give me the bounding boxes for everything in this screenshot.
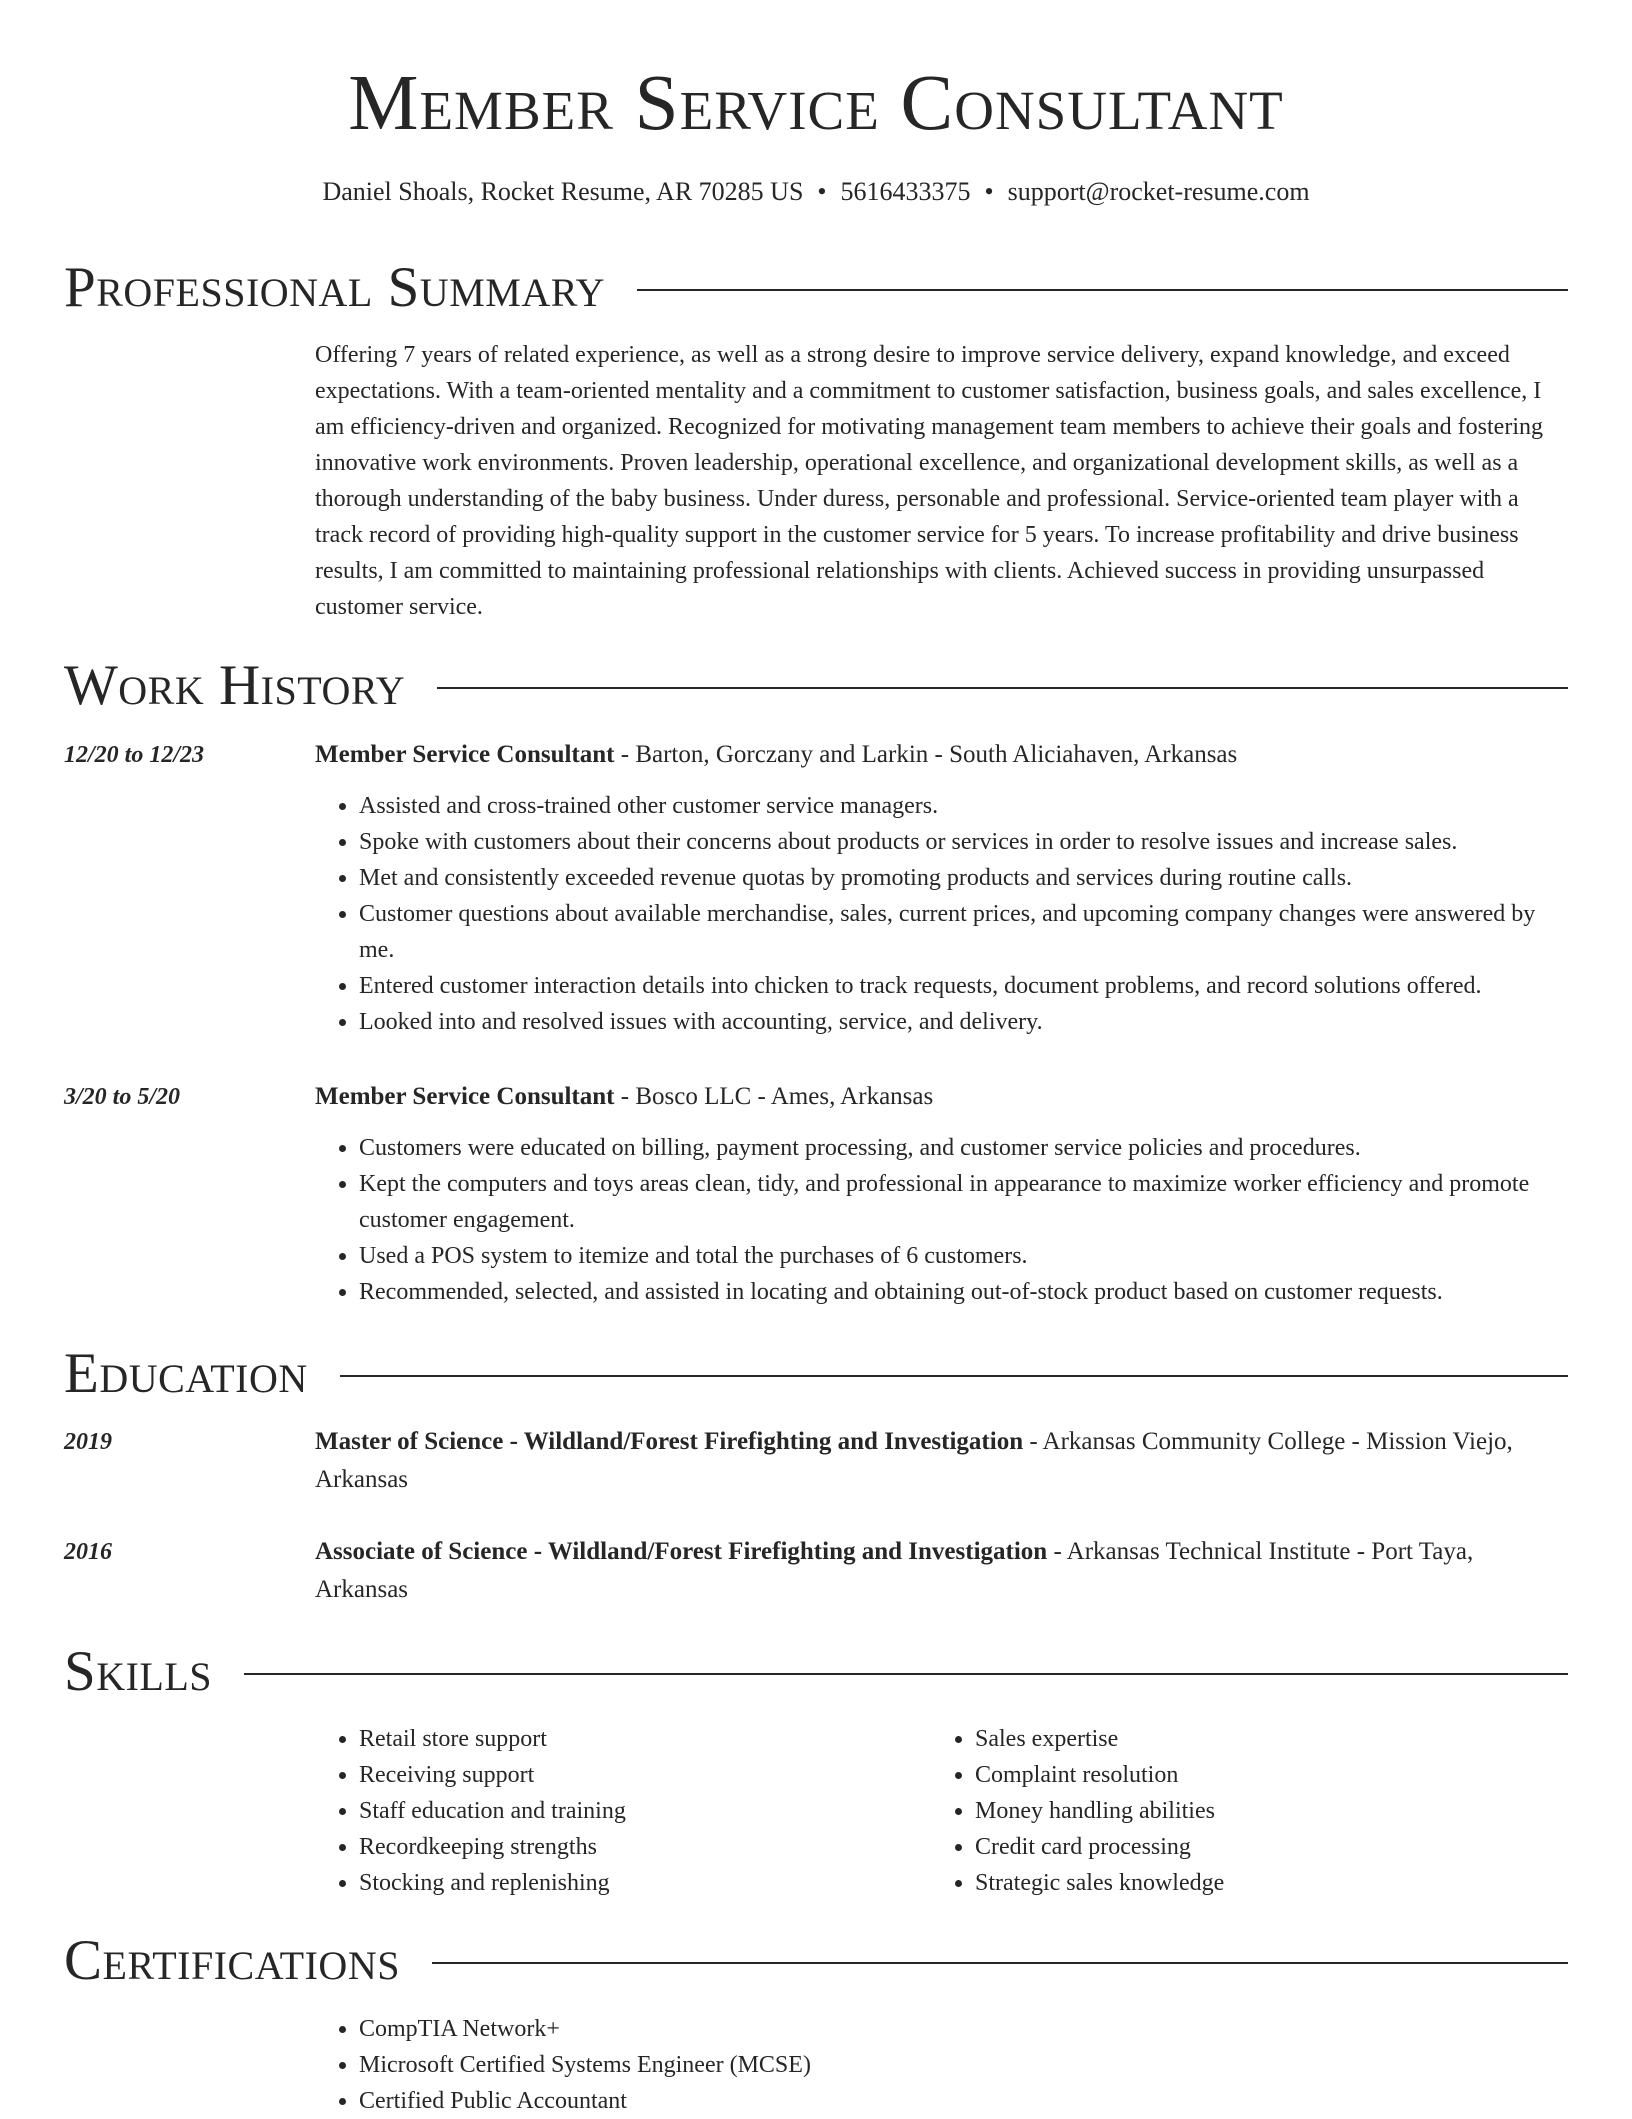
job-heading [315, 1078, 1568, 1116]
job-content [315, 1078, 1568, 1310]
skill-item: • Credit card processing [975, 1829, 1547, 1865]
education-school: - Arkansas Technical Institute - Port Taya, Arkansas [315, 1538, 1474, 1603]
section-divider [637, 289, 1568, 291]
job-details: - Barton, Gorczany and Larkin - South Aliciahaven, Arkansas [614, 741, 1238, 768]
skills-list [315, 1721, 1570, 1901]
contact-email: support@rocket-resume.com [1007, 177, 1310, 206]
education-degree: Associate of Science - Wildland/Forest Firefighting and Investigation [315, 1538, 1048, 1565]
job-title: Member Service Consultant [315, 1083, 615, 1110]
skill-item: • Receiving support [359, 1757, 931, 1793]
contact-separator: • [817, 177, 827, 206]
section-divider [437, 687, 1568, 689]
section-heading-summary [64, 253, 1568, 323]
job-bullet: • Used a POS system to itemize and total the purchases of 6 customers. [359, 1238, 1568, 1274]
section-title: Skills [64, 1640, 213, 1703]
section-title: Professional Summary [64, 256, 606, 319]
education-line [315, 1533, 1568, 1609]
section-heading-education [64, 1339, 1568, 1409]
section-divider [432, 1962, 1568, 1964]
certifications-list [315, 2011, 1570, 2119]
contact-separator: • [984, 177, 994, 206]
section-heading-certifications [64, 1926, 1568, 1996]
skill-item: • Sales expertise [975, 1721, 1547, 1757]
job-dates: 12/20 to 12/23 [64, 742, 205, 768]
education-degree: Master of Science - Wildland/Forest Firefighting and Investigation [315, 1428, 1024, 1455]
job-bullet: • Customers were educated on billing, payment processing, and customer service policies and procedures. [359, 1130, 1568, 1166]
resume-title: Member Service Consultant [348, 60, 1284, 147]
certifications-bullets [315, 2011, 1570, 2119]
education-year: 2019 [64, 1429, 112, 1455]
skill-item: • Staff education and training [359, 1793, 931, 1829]
skill-item: • Recordkeeping strengths [359, 1829, 931, 1865]
section-title: Education [64, 1342, 308, 1405]
education-line [315, 1423, 1568, 1499]
skill-item: • Complaint resolution [975, 1757, 1547, 1793]
job-content [315, 736, 1568, 1040]
education-school: - Arkansas Community College - Mission Viejo, Arkansas [315, 1428, 1513, 1493]
skill-item: • Strategic sales knowledge [975, 1865, 1547, 1901]
section-divider [340, 1375, 1568, 1377]
education-year: 2016 [64, 1539, 112, 1565]
section-divider [244, 1673, 1568, 1675]
skill-item: • Money handling abilities [975, 1793, 1547, 1829]
certification-item: • Microsoft Certified Systems Engineer (MCSE) [359, 2047, 1570, 2083]
education-content [315, 1423, 1568, 1499]
skill-item: • Stocking and replenishing [359, 1865, 931, 1901]
section-title: Work History [64, 654, 406, 717]
job-bullet: • Customer questions about available merchandise, sales, current prices, and upcoming company changes were answered by me. [359, 896, 1568, 968]
contact-address: Daniel Shoals, Rocket Resume, AR 70285 US [322, 177, 804, 206]
contact-line [0, 175, 1632, 209]
contact-phone: 5616433375 [840, 177, 971, 206]
job-bullet: • Entered customer interaction details into chicken to track requests, document problems, and record solutions offered. [359, 968, 1568, 1004]
summary-text: Offering 7 years of related experience, as well as a strong desire to improve service delivery, expand knowledge, and exceed expectations. With a team-oriented mentality and a commitment to customer satisfaction, business goals, and sales excellence, I am efficiency-driven and organized. Recognized for motivating management team members to achieve their goals and fostering innovative work environments. Proven leadership, operational excellence, and organizational development skills, as well as a thorough understanding of the baby business. Under duress, personable and professional. Service-oriented team player with a track record of providing high-quality support in the customer service for 5 years. To increase profitability and drive business results, I am committed to maintaining professional relationships with clients. Achieved success in providing unsurpassed customer service. [315, 342, 1543, 620]
skill-item: • Retail store support [359, 1721, 931, 1757]
certification-item: • CompTIA Network+ [359, 2011, 1570, 2047]
section-heading-work-history [64, 651, 1568, 721]
section-heading-skills [64, 1637, 1568, 1707]
job-bullet: • Spoke with customers about their concerns about products or services in order to resolve issues and increase sales. [359, 824, 1568, 860]
skills-column-right [931, 1721, 1547, 1901]
certification-item: • Certified Public Accountant [359, 2083, 1570, 2119]
job-bullet: • Recommended, selected, and assisted in locating and obtaining out-of-stock product based on customer requests. [359, 1274, 1568, 1310]
education-content [315, 1533, 1568, 1609]
job-dates: 3/20 to 5/20 [64, 1084, 181, 1110]
job-bullet: • Assisted and cross-trained other customer service managers. [359, 788, 1568, 824]
job-bullet: • Looked into and resolved issues with accounting, service, and delivery. [359, 1004, 1568, 1040]
skills-column-left [315, 1721, 931, 1901]
job-details: - Bosco LLC - Ames, Arkansas [614, 1083, 934, 1110]
job-title: Member Service Consultant [315, 741, 615, 768]
job-bullets [315, 788, 1568, 1040]
job-bullet: • Met and consistently exceeded revenue quotas by promoting products and services during routine calls. [359, 860, 1568, 896]
job-bullet: • Kept the computers and toys areas clean, tidy, and professional in appearance to maximize worker efficiency and promote customer engagement. [359, 1166, 1568, 1238]
section-title: Certifications [64, 1929, 400, 1992]
job-bullets [315, 1130, 1568, 1310]
job-heading [315, 736, 1568, 774]
